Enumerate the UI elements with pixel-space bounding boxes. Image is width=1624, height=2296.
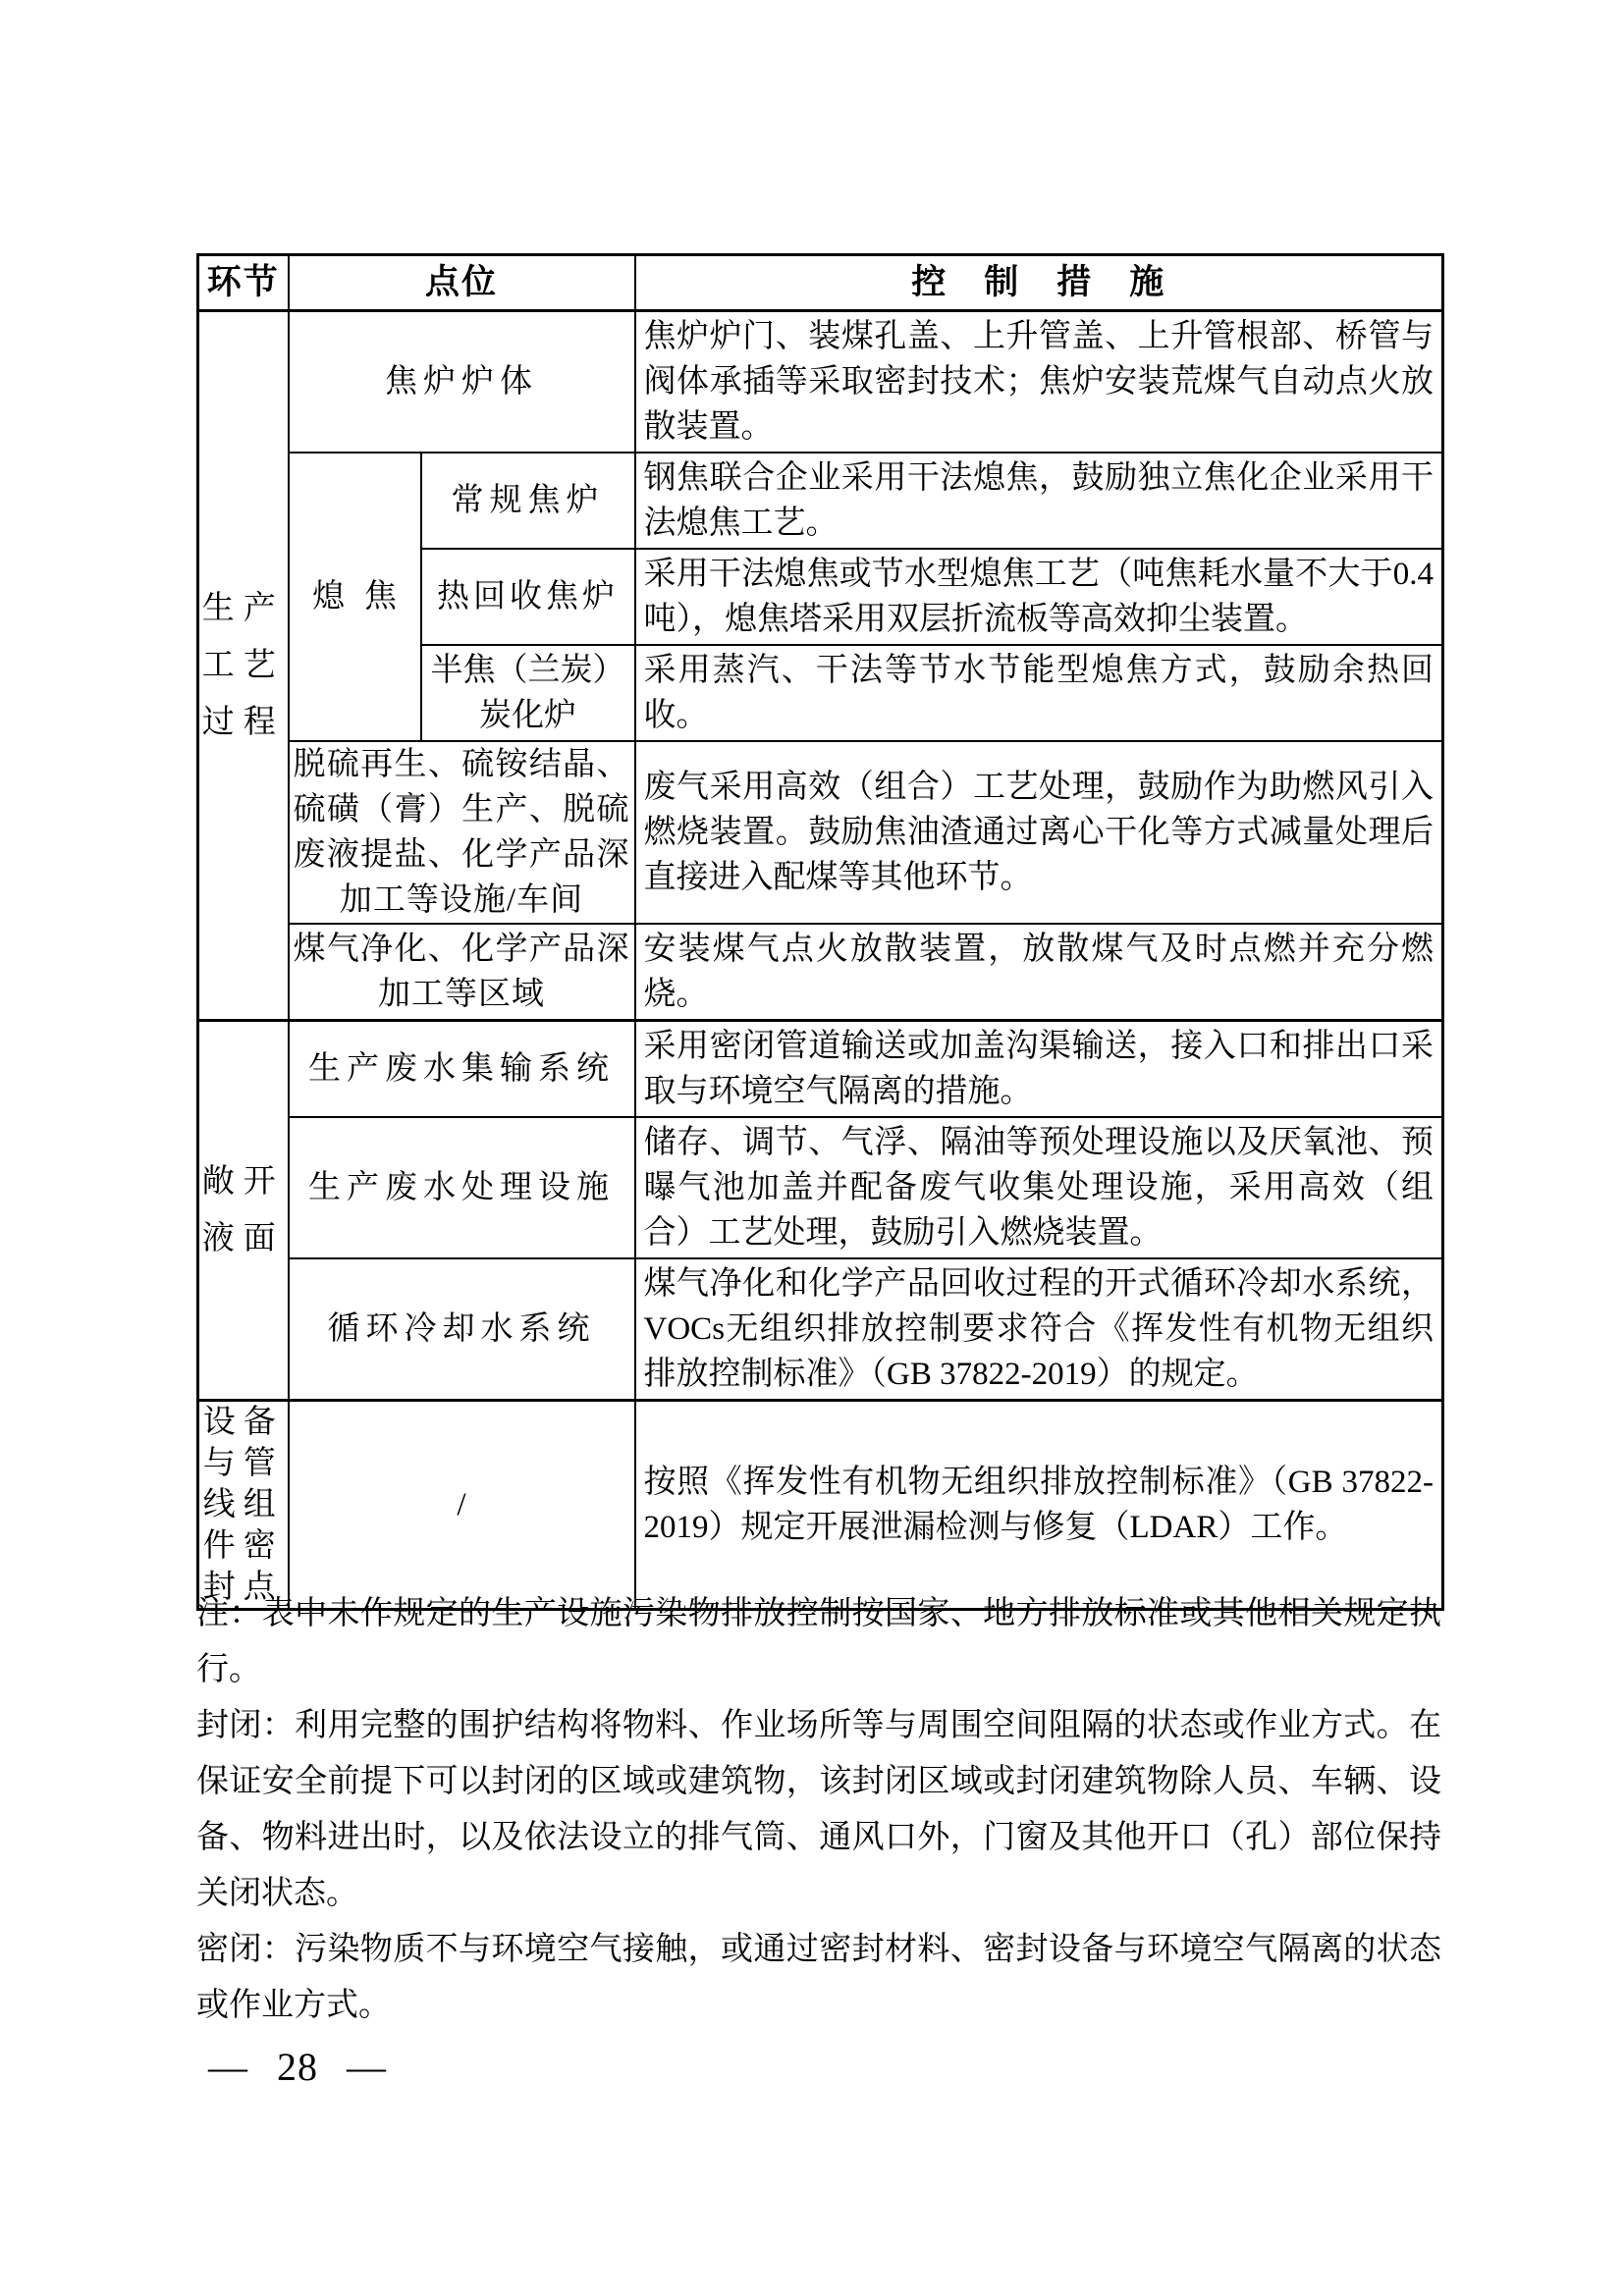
page-number: — 28 — <box>208 2045 387 2089</box>
footnote-general: 注：表中未作规定的生产设施污染物排放控制按国家、地方排放标准或其他相关规定执行。 <box>196 1596 1441 1687</box>
header-site: 点位 <box>289 255 635 311</box>
site-cell-gas-purification: 煤气净化、化学产品深加工等区域 <box>289 924 635 1021</box>
site-cell-circulating-cooling-water: 循环冷却水系统 <box>289 1258 635 1401</box>
stage-cell-seal-points: 设备与管线组件密封点 <box>198 1401 289 1610</box>
site-cell-semi-coke-furnace: 半焦（兰炭）炭化炉 <box>421 645 635 741</box>
stage-cell-production-process: 生产工艺过程 <box>198 311 289 1021</box>
site-cell-quenching: 熄焦 <box>289 453 421 741</box>
measure-cell-desulfurization: 废气采用高效（组合）工艺处理，鼓励作为助燃风引入燃烧装置。鼓励焦油渣通过离心干化等方式减量处理后直接进入配煤等其他环节。 <box>635 741 1443 924</box>
site-cell-conventional-coke-oven: 常规焦炉 <box>421 453 635 549</box>
control-measures-table-wrap <box>196 253 1441 1611</box>
measure-cell-heat-recovery-coke-oven: 采用干法熄焦或节水型熄焦工艺（吨焦耗水量不大于0.4吨），熄焦塔采用双层折流板等高效抑尘装置。 <box>635 549 1443 645</box>
measure-cell-circulating-cooling-water: 煤气净化和化学产品回收过程的开式循环冷却水系统，VOCs无组织排放控制要求符合《挥发性有机物无组织排放控制标准》（GB 37822-2019）的规定。 <box>635 1258 1443 1401</box>
footnotes <box>196 1586 1441 2034</box>
header-stage: 环节 <box>198 255 289 311</box>
site-cell-desulfurization: 脱硫再生、硫铵结晶、硫磺（膏）生产、脱硫废液提盐、化学产品深加工等设施/车间 <box>289 741 635 924</box>
site-cell-coke-oven-body: 焦炉炉体 <box>289 311 635 454</box>
footnote-enclosed-definition: 封闭：利用完整的围护结构将物料、作业场所等与周围空间阻隔的状态或作业方式。在保证安全前提下可以封闭的区域或建筑物，该封闭区域或封闭建筑物除人员、车辆、设备、物料进出时，以及依法设立的排气筒、通风口外，门窗及其他开口（孔）部位保持关闭状态。 <box>196 1708 1441 1911</box>
measure-cell-semi-coke-furnace: 采用蒸汽、干法等节水节能型熄焦方式，鼓励余热回收。 <box>635 645 1443 741</box>
measure-cell-coke-oven-body: 焦炉炉门、装煤孔盖、上升管盖、上升管根部、桥管与阀体承插等采取密封技术；焦炉安装荒煤气自动点火放散装置。 <box>635 311 1443 454</box>
measure-cell-wastewater-treatment: 储存、调节、气浮、隔油等预处理设施以及厌氧池、预曝气池加盖并配备废气收集处理设施，采用高效（组合）工艺处理，鼓励引入燃烧装置。 <box>635 1117 1443 1258</box>
stage-cell-open-liquid-surface: 敞开液面 <box>198 1021 289 1401</box>
control-measures-table <box>196 253 1444 1611</box>
site-cell-heat-recovery-coke-oven: 热回收焦炉 <box>421 549 635 645</box>
measure-cell-seal-points: 按照《挥发性有机物无组织排放控制标准》（GB 37822-2019）规定开展泄漏检测与修复（LDAR）工作。 <box>635 1401 1443 1610</box>
measure-cell-conventional-coke-oven: 钢焦联合企业采用干法熄焦，鼓励独立焦化企业采用干法熄焦工艺。 <box>635 453 1443 549</box>
header-measures: 控 制 措 施 <box>635 255 1443 311</box>
site-cell-wastewater-treatment: 生产废水处理设施 <box>289 1117 635 1258</box>
footnote-sealed-definition: 密闭：污染物质不与环境空气接触，或通过密封材料、密封设备与环境空气隔离的状态或作业方式。 <box>196 1932 1441 2023</box>
site-cell-seal-points-slash: / <box>289 1401 635 1610</box>
measure-cell-wastewater-collection: 采用密闭管道输送或加盖沟渠输送，接入口和排出口采取与环境空气隔离的措施。 <box>635 1021 1443 1118</box>
measure-cell-gas-purification: 安装煤气点火放散装置，放散煤气及时点燃并充分燃烧。 <box>635 924 1443 1021</box>
site-cell-wastewater-collection: 生产废水集输系统 <box>289 1021 635 1118</box>
